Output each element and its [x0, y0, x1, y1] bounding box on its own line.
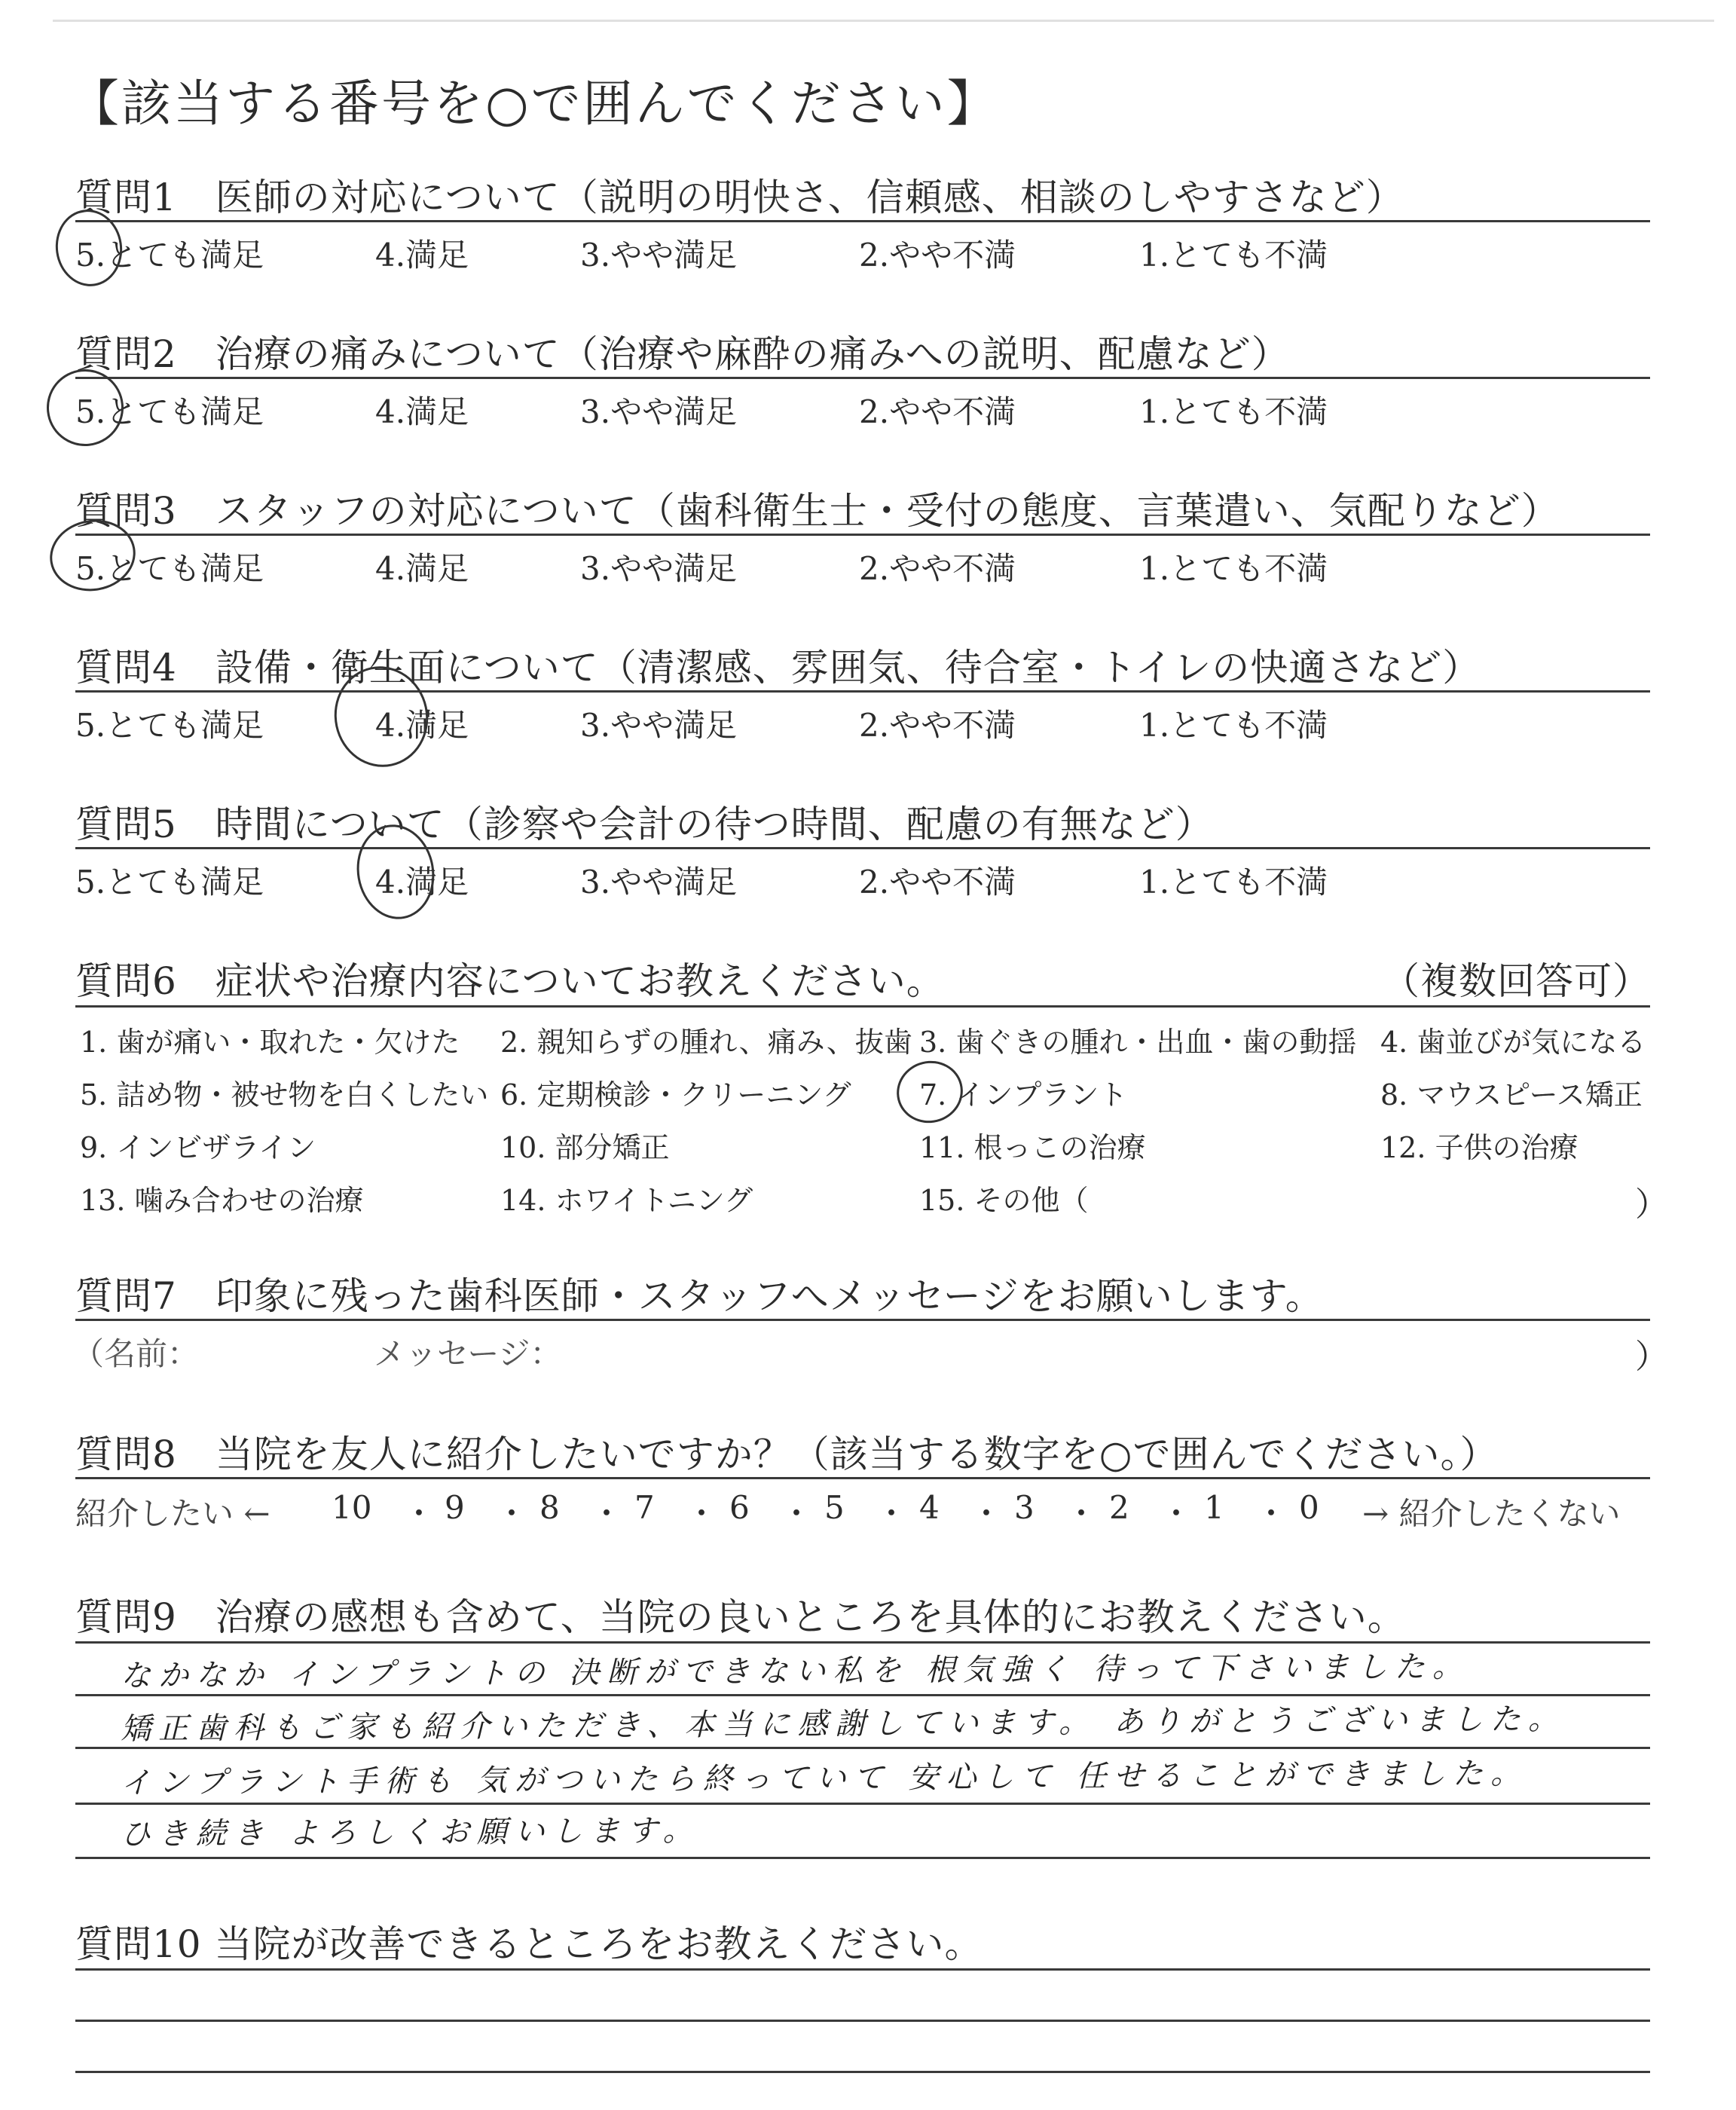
q10-rule-2[interactable] — [75, 2020, 1650, 2022]
q8-sep: ・ — [591, 1495, 623, 1532]
q4-opt-1[interactable]: 1.とても不満 — [1139, 707, 1328, 744]
q6-item-11[interactable]: 11. 根っこの治療 — [919, 1131, 1146, 1164]
q6-item-2[interactable]: 2. 親知らずの腫れ、痛み、抜歯 — [500, 1026, 912, 1059]
q8-number-0[interactable]: 0 — [1299, 1489, 1319, 1526]
q4-opt-5[interactable]: 5.とても満足 — [75, 707, 264, 744]
q8-sep: ・ — [1160, 1495, 1193, 1532]
q1-opt-2[interactable]: 2.やや不満 — [859, 237, 1016, 274]
q8-number-3[interactable]: 3 — [1014, 1489, 1035, 1526]
q8-sep: ・ — [1255, 1495, 1288, 1532]
q9-rule-5 — [75, 1857, 1650, 1859]
q5-title: 質問5 時間について（診察や会計の待つ時間、配慮の有無など） — [75, 803, 1214, 846]
q1-rule — [75, 220, 1650, 222]
q4-opt-2[interactable]: 2.やや不満 — [859, 707, 1016, 744]
q4-rule — [75, 690, 1650, 693]
q6-item-8[interactable]: 8. マウスピース矯正 — [1380, 1078, 1643, 1112]
q6-item-6[interactable]: 6. 定期検診・クリーニング — [500, 1078, 851, 1112]
q8-sep: ・ — [496, 1495, 528, 1532]
q6-item-15[interactable]: 15. その他（ — [919, 1184, 1089, 1217]
q8-number-9[interactable]: 9 — [445, 1489, 465, 1526]
q2-rule — [75, 377, 1650, 379]
q3-rule — [75, 534, 1650, 536]
q8-sep: ・ — [403, 1495, 436, 1532]
q6-item-13[interactable]: 13. 噛み合わせの治療 — [80, 1184, 364, 1217]
q8-title: 質問8 当院を友人に紹介したいですか？（該当する数字を○で囲んでください。） — [75, 1433, 1499, 1476]
q7-title: 質問7 印象に残った歯科医師・スタッフへメッセージをお願いします。 — [75, 1274, 1324, 1318]
q8-number-10[interactable]: 10 — [332, 1489, 372, 1526]
q6-item-14[interactable]: 14. ホワイトニング — [500, 1184, 753, 1217]
q8-number-6[interactable]: 6 — [729, 1489, 750, 1526]
q5-opt-4[interactable]: 4.満足 — [375, 864, 469, 901]
q3-title: 質問3 スタッフの対応について（歯科衛生士・受付の態度、言葉遣い、気配りなど） — [75, 489, 1560, 533]
q6-item-9[interactable]: 9. インビザライン — [80, 1131, 316, 1164]
q1-title: 質問1 医師の対応について（説明の明快さ、信頼感、相談のしやすさなど） — [75, 176, 1404, 219]
q9-rule-3 — [75, 1747, 1650, 1749]
q7-rule — [75, 1319, 1650, 1321]
q3-opt-5[interactable]: 5.とても満足 — [75, 550, 264, 587]
scan-edge — [53, 20, 1714, 22]
q10-rule-3[interactable] — [75, 2071, 1650, 2073]
q8-number-5[interactable]: 5 — [824, 1489, 845, 1526]
q8-sep: ・ — [686, 1495, 718, 1532]
q5-rule — [75, 847, 1650, 849]
q8-left-label: 紹介したい ← — [75, 1495, 270, 1532]
q8-sep: ・ — [781, 1495, 813, 1532]
q5-opt-5[interactable]: 5.とても満足 — [75, 864, 264, 901]
q9-answer-line-4: ひき続き よろしくお願いします。 — [120, 1813, 701, 1852]
q6-multiple-note: （複数回答可） — [1382, 959, 1651, 1003]
q5-opt-3[interactable]: 3.やや満足 — [580, 864, 738, 901]
q4-opt-4[interactable]: 4.満足 — [375, 707, 469, 744]
q3-opt-3[interactable]: 3.やや満足 — [580, 550, 738, 587]
q9-rule-4 — [75, 1803, 1650, 1805]
q8-number-2[interactable]: 2 — [1109, 1489, 1129, 1526]
q4-opt-3[interactable]: 3.やや満足 — [580, 707, 738, 744]
q4-title: 質問4 設備・衛生面について（清潔感、雰囲気、待合室・トイレの快適さなど） — [75, 646, 1481, 690]
q2-opt-2[interactable]: 2.やや不満 — [859, 393, 1016, 430]
q6-item-1[interactable]: 1. 歯が痛い・取れた・欠けた — [80, 1026, 460, 1059]
q8-number-1[interactable]: 1 — [1204, 1489, 1224, 1526]
q7-name-label: （名前： — [72, 1335, 200, 1372]
q6-selection-circle — [890, 1054, 969, 1130]
q1-opt-1[interactable]: 1.とても不満 — [1139, 237, 1328, 274]
q8-sep: ・ — [876, 1495, 908, 1532]
q2-opt-5[interactable]: 5.とても満足 — [75, 393, 264, 430]
q8-sep: ・ — [1065, 1495, 1098, 1532]
q7-message-label: メッセージ： — [374, 1335, 562, 1372]
q8-rule — [75, 1477, 1650, 1479]
q2-title: 質問2 治療の痛みについて（治療や麻酔の痛みへの説明、配慮など） — [75, 332, 1290, 376]
q8-sep: ・ — [970, 1495, 1003, 1532]
q6-title: 質問6 症状や治療内容についてお教えください。 — [75, 959, 945, 1003]
q1-opt-5[interactable]: 5.とても満足 — [75, 237, 264, 274]
q6-item-10[interactable]: 10. 部分矯正 — [500, 1131, 670, 1164]
q6-item-4[interactable]: 4. 歯並びが気になる — [1380, 1026, 1646, 1059]
q6-rule — [75, 1005, 1650, 1008]
q1-opt-3[interactable]: 3.やや満足 — [580, 237, 738, 274]
q2-opt-3[interactable]: 3.やや満足 — [580, 393, 738, 430]
q8-right-label: → 紹介したくない — [1362, 1495, 1621, 1532]
q7-close-paren: ） — [1635, 1338, 1668, 1376]
q5-opt-2[interactable]: 2.やや不満 — [859, 864, 1016, 901]
q9-answer-line-3: インプラント手術も 気がついたら終っていて 安心して 任せることができました。 — [120, 1756, 1529, 1801]
q6-item-3[interactable]: 3. 歯ぐきの腫れ・出血・歯の動揺 — [919, 1026, 1357, 1059]
q8-number-7[interactable]: 7 — [634, 1489, 655, 1526]
q2-opt-1[interactable]: 1.とても不満 — [1139, 393, 1328, 430]
q5-opt-1[interactable]: 1.とても不満 — [1139, 864, 1328, 901]
q9-answer-line-1: なかなか インプラントの 決断ができない私を 根気強く 待って下さいました。 — [120, 1649, 1471, 1694]
q8-number-8[interactable]: 8 — [539, 1489, 560, 1526]
q2-opt-4[interactable]: 4.満足 — [375, 393, 469, 430]
q3-opt-1[interactable]: 1.とても不満 — [1139, 550, 1328, 587]
q9-answer-line-2: 矯正歯科もご家も紹介いただき、本当に感謝しています。 ありがとうございました。 — [120, 1702, 1566, 1747]
q3-opt-4[interactable]: 4.満足 — [375, 550, 469, 587]
q10-rule-1[interactable] — [75, 1968, 1650, 1971]
q6-item-5[interactable]: 5. 詰め物・被せ物を白くしたい — [80, 1078, 489, 1112]
q1-opt-4[interactable]: 4.満足 — [375, 237, 469, 274]
q8-number-4[interactable]: 4 — [919, 1489, 940, 1526]
q10-title: 質問10 当院が改善できるところをお教えください。 — [75, 1922, 983, 1966]
q9-title: 質問9 治療の感想も含めて、当院の良いところを具体的にお教えください。 — [75, 1595, 1406, 1639]
q6-other-close-paren: ） — [1635, 1185, 1668, 1224]
q6-item-12[interactable]: 12. 子供の治療 — [1380, 1131, 1579, 1164]
q6-item-7[interactable]: 7. インプラント — [919, 1078, 1128, 1112]
q3-opt-2[interactable]: 2.やや不満 — [859, 550, 1016, 587]
form-heading: 【該当する番号を○で囲んでください】 — [69, 75, 999, 133]
